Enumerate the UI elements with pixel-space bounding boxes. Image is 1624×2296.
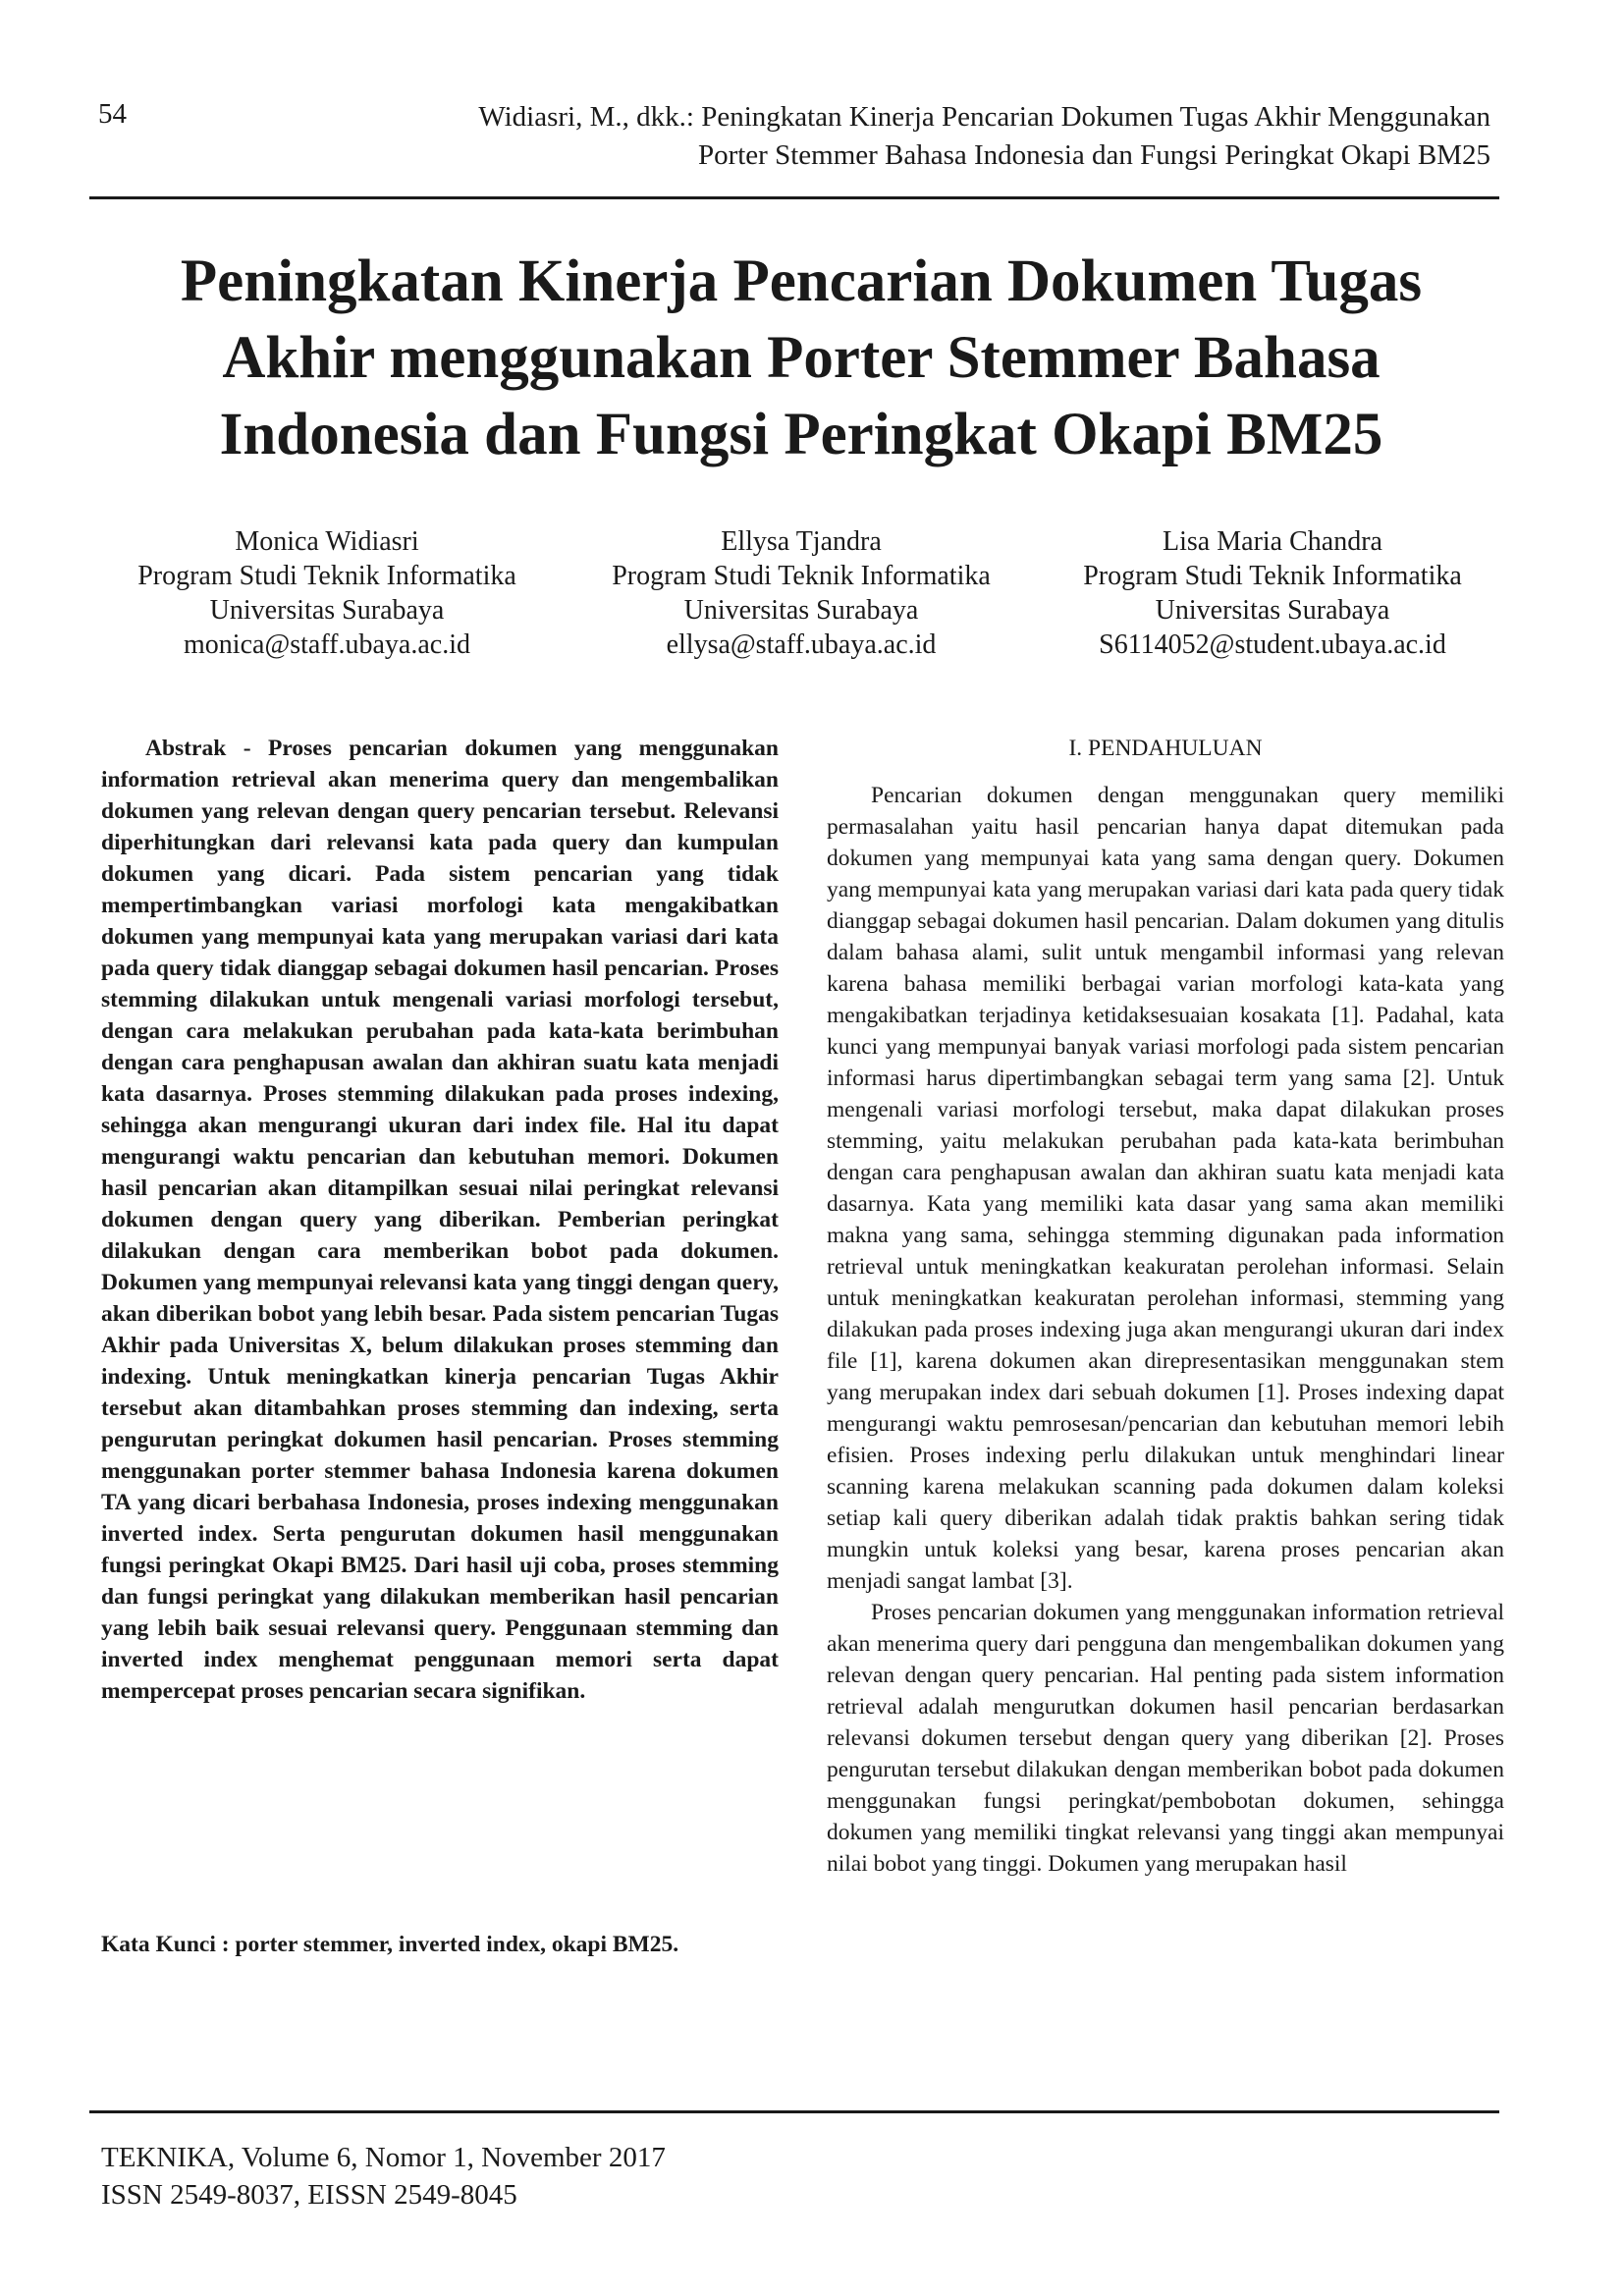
- author-university: Universitas Surabaya: [209, 595, 445, 626]
- author-block: [1047, 524, 1498, 662]
- footer-rule: [89, 2110, 1499, 2113]
- page-number: 54: [98, 98, 127, 130]
- keywords: Kata Kunci : porter stemmer, inverted index, okapi BM25.: [101, 1932, 679, 1957]
- author-program: Program Studi Teknik Informatika: [612, 561, 991, 591]
- footer: [101, 2139, 666, 2214]
- footer-journal: TEKNIKA, Volume 6, Nomor 1, November 2017: [101, 2142, 666, 2173]
- abstract: [101, 733, 779, 1707]
- author-block: [101, 524, 553, 662]
- body-paragraph: Proses pencarian dokumen yang menggunakan information retrieval akan menerima query dari pengguna dan mengembalikan dokumen yang relevan dengan query pencarian. Hal penting pada sistem information retrieval adalah mengurutkan dokumen hasil pencarian berdasarkan relevansi dokumen tersebut dengan query yang diberikan [2]. Proses pengurutan tersebut dilakukan dengan memberikan bobot pada dokumen menggunakan fungsi peringkat/pembobotan dokumen, sehingga dokumen yang memiliki tingkat relevansi yang tinggi akan mempunyai nilai bobot yang tinggi. Dokumen yang merupakan hasil: [827, 1600, 1504, 1877]
- running-head-line-1: Widiasri, M., dkk.: Peningkatan Kinerja Pencarian Dokumen Tugas Akhir Menggunakan: [478, 101, 1490, 133]
- section-heading: I. PENDAHULUAN: [1068, 736, 1263, 761]
- title-line-2: Akhir menggunakan Porter Stemmer Bahasa: [222, 325, 1380, 391]
- author-email: S6114052@student.ubaya.ac.id: [1099, 629, 1446, 660]
- header-rule: [89, 196, 1499, 199]
- title-line-3: Indonesia dan Fungsi Peringkat Okapi BM25: [219, 402, 1383, 467]
- running-head-line-2: Porter Stemmer Bahasa Indonesia dan Fungsi Peringkat Okapi BM25: [697, 139, 1490, 171]
- title-line-1: Peningkatan Kinerja Pencarian Dokumen Tugas: [180, 248, 1423, 314]
- author-name: Monica Widiasri: [235, 526, 419, 557]
- running-head: [214, 98, 1490, 175]
- author-name: Ellysa Tjandra: [721, 526, 882, 557]
- author-university: Universitas Surabaya: [1155, 595, 1390, 626]
- paper-title: [98, 244, 1504, 473]
- author-university: Universitas Surabaya: [683, 595, 919, 626]
- author-name: Lisa Maria Chandra: [1163, 526, 1382, 557]
- body-paragraph: Pencarian dokumen dengan menggunakan query memiliki permasalahan yaitu hasil pencarian hanya dapat ditemukan pada dokumen yang mempunyai kata yang sama dengan query. Dokumen yang mempunyai kata yang merupakan variasi dari kata pada query tidak dianggap sebagai dokumen hasil pencarian. Dalam dokumen yang ditulis dalam bahasa alami, sulit untuk mengambil informasi yang relevan karena bahasa memiliki berbagai varian morfologi kata-kata yang mengakibatkan terjadinya ketidaksesuaian kosakata [1]. Padahal, kata kunci yang mempunyai banyak variasi morfologi pada sistem pencarian informasi harus dipertimbangkan sebagai term yang sama [2]. Untuk mengenali variasi morfologi tersebut, maka dapat dilakukan proses stemming, yaitu melakukan perubahan pada kata-kata berimbuhan dengan cara penghapusan awalan dan akhiran suatu kata menjadi kata dasarnya. Kata yang memiliki kata dasar yang sama akan memiliki makna yang sama, sehingga stemming digunakan pada information retrieval untuk meningkatkan keakuratan perolehan informasi. Selain untuk meningkatkan keakuratan perolehan informasi, stemming yang dilakukan pada proses indexing juga akan mengurangi ukuran dari index file [1], karena dokumen akan direpresentasikan menggunakan stem yang merupakan index dari sebuah dokumen [1]. Proses indexing dapat mengurangi waktu pemrosesan/pencarian dan kebutuhan memori lebih efisien. Proses indexing perlu dilakukan untuk menghindari linear scanning karena melakukan scanning pada dokumen dalam koleksi setiap kali query diberikan adalah tidak praktis bahkan sering tidak mungkin untuk koleksi yang besar, karena proses pencarian akan menjadi sangat lambat [3].: [827, 783, 1504, 1594]
- abstract-text: Abstrak - Proses pencarian dokumen yang menggunakan information retrieval akan menerima query dan mengembalikan dokumen yang relevan dengan query pencarian tersebut. Relevansi diperhitungkan dari relevansi kata pada query dan kumpulan dokumen yang dicari. Pada sistem pencarian yang tidak mempertimbangkan variasi morfologi kata mengakibatkan dokumen yang mempunyai kata yang merupakan variasi dari kata pada query tidak dianggap sebagai dokumen hasil pencarian. Proses stemming dilakukan untuk mengenali variasi morfologi tersebut, dengan cara melakukan perubahan pada kata-kata berimbuhan dengan cara penghapusan awalan dan akhiran suatu kata menjadi kata dasarnya. Proses stemming dilakukan pada proses indexing, sehingga akan mengurangi ukuran dari index file. Hal itu dapat mengurangi waktu pencarian dan kebutuhan memori. Dokumen hasil pencarian akan ditampilkan sesuai nilai peringkat relevansi dokumen dengan query yang diberikan. Pemberian peringkat dilakukan dengan cara memberikan bobot pada dokumen. Dokumen yang mempunyai relevansi kata yang tinggi dengan query, akan diberikan bobot yang lebih besar. Pada sistem pencarian Tugas Akhir pada Universitas X, belum dilakukan proses stemming dan indexing. Untuk meningkatkan kinerja pencarian Tugas Akhir tersebut akan ditambahkan proses stemming dan indexing, serta pengurutan peringkat dokumen hasil pencarian. Proses stemming menggunakan porter stemmer bahasa Indonesia karena dokumen TA yang dicari berbahasa Indonesia, proses indexing menggunakan inverted index. Serta pengurutan dokumen hasil menggunakan fungsi peringkat Okapi BM25. Dari hasil uji coba, proses stemming dan fungsi peringkat yang dilakukan memberikan hasil pencarian yang lebih baik sesuai relevansi query. Penggunaan stemming dan inverted index menghemat penggunaan memori serta dapat mempercepat proses pencarian secara signifikan.: [101, 736, 779, 1704]
- author-block: [575, 524, 1027, 662]
- author-email: ellysa@staff.ubaya.ac.id: [666, 629, 937, 660]
- author-program: Program Studi Teknik Informatika: [1083, 561, 1462, 591]
- author-email: monica@staff.ubaya.ac.id: [184, 629, 470, 660]
- introduction-section: [827, 733, 1504, 1880]
- footer-issn: ISSN 2549-8037, EISSN 2549-8045: [101, 2179, 517, 2211]
- author-program: Program Studi Teknik Informatika: [137, 561, 516, 591]
